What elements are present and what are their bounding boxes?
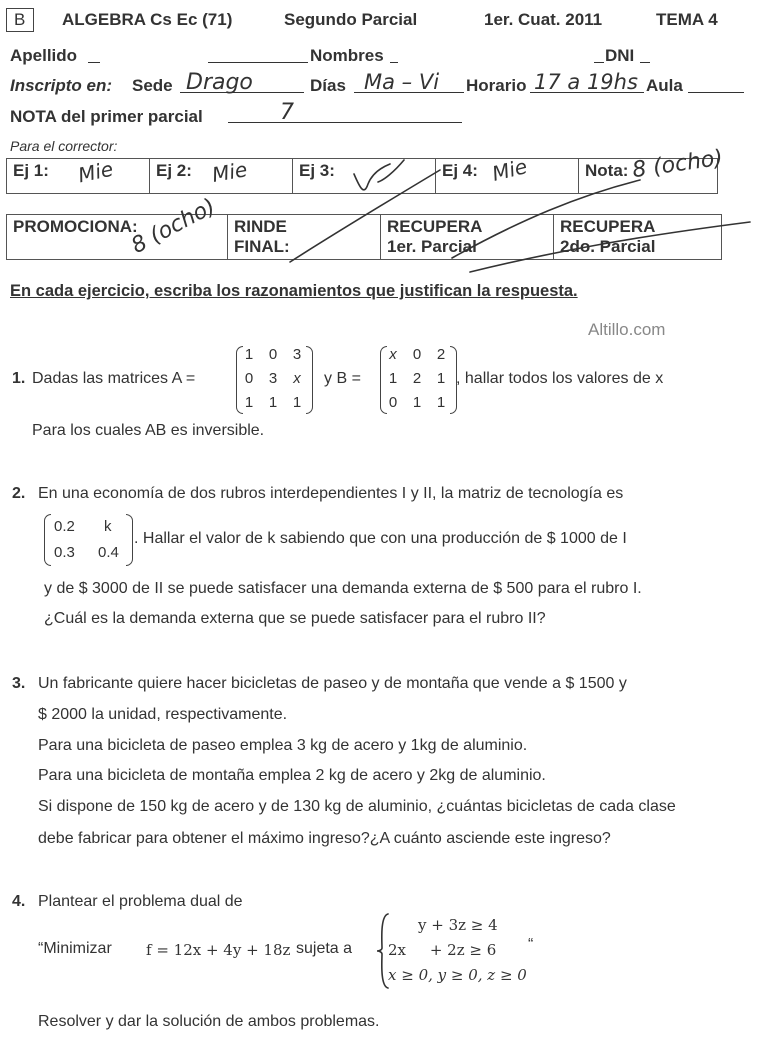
tech-matrix-cell: 0.2	[54, 518, 75, 535]
promociona-label: PROMOCIONA:	[13, 217, 138, 236]
tech-matrix-cell: k	[104, 518, 112, 535]
sede-label: Sede	[132, 76, 173, 95]
recupera-2-label: RECUPERA	[560, 217, 656, 236]
ex3-number: 3.	[12, 675, 26, 692]
nota-primer-value: 7	[280, 100, 294, 125]
matrix-b-cell: 2	[436, 346, 446, 363]
ex1-number: 1.	[12, 370, 26, 387]
matrix-b-cell: 1	[412, 394, 422, 411]
ex3-line4: Para una bicicleta de montaña emplea 2 kg de acero y 2kg de aluminio.	[38, 767, 546, 784]
recupera-2-sub: 2do. Parcial	[560, 237, 656, 256]
tech-matrix-cell: 0.4	[98, 544, 119, 561]
ex3-line3: Para una bicicleta de paseo emplea 3 kg de acero y 1kg de aluminio.	[38, 737, 528, 754]
ej2-grade: Mie	[210, 157, 249, 187]
inscripto-label: Inscripto en:	[10, 76, 113, 95]
promociona-grade: 8 (ocho)	[127, 194, 220, 259]
ej1-label: Ej 1:	[13, 161, 49, 180]
nota-primer-label: NOTA del primer parcial	[10, 107, 203, 126]
ex2-line3: y de $ 3000 de II se puede satisfacer una demanda externa de $ 500 para el rubro I.	[44, 580, 642, 597]
matrix-a-cell: 3	[268, 370, 278, 387]
ex4-line3: Resolver y dar la solución de ambos problemas.	[38, 1013, 380, 1030]
nota-label: Nota:	[585, 161, 629, 180]
ex3-line2: $ 2000 la unidad, respectivamente.	[38, 706, 288, 723]
exam-term: 1er. Cuat. 2011	[484, 10, 603, 29]
recupera-1-sub: 1er. Parcial	[387, 237, 477, 256]
tech-matrix-right-paren	[126, 514, 133, 566]
ex2-line4: ¿Cuál es la demanda externa que se puede satisfacer para el rubro II?	[44, 610, 546, 627]
exam-name: Segundo Parcial	[284, 10, 418, 29]
ej3-label: Ej 3:	[299, 161, 335, 180]
matrix-b-cell: x	[389, 346, 397, 363]
ex1-mid: y B =	[324, 370, 361, 387]
ex4-close-quote: “	[528, 936, 534, 953]
matrix-a-cell: x	[293, 370, 301, 387]
instruction-text: En cada ejercicio, escriba los razonamientos que justifican la respuesta.	[10, 282, 578, 300]
ex3-line5: Si dispone de 150 kg de acero y de 130 kg de aluminio, ¿cuántas bicicletas de cada clase	[38, 798, 676, 815]
dias-label: Días	[310, 76, 346, 95]
aula-label: Aula	[646, 76, 683, 95]
nombres-label: Nombres	[310, 46, 384, 65]
matrix-b-cell: 0	[412, 346, 422, 363]
final-label: FINAL:	[234, 237, 290, 256]
ex4-sujeta: sujeta a	[296, 940, 353, 957]
rinde-label: RINDE	[234, 217, 287, 236]
constraint-2: 2x + 2z ≥ 6	[388, 941, 497, 959]
nota-grade: 8 (ocho)	[630, 145, 725, 184]
matrix-a-cell: 1	[244, 394, 254, 411]
horario-label: Horario	[466, 76, 527, 95]
matrix-b-cell: 0	[388, 394, 398, 411]
matrix-a-cell: 0	[268, 346, 278, 363]
ej2-label: Ej 2:	[156, 161, 192, 180]
matrix-b-cell: 1	[388, 370, 398, 387]
sede-value: Drago	[186, 70, 253, 95]
watermark: Altillo.com	[588, 320, 666, 339]
constraint-3: x ≥ 0, y ≥ 0, z ≥ 0	[388, 966, 527, 984]
constraint-1: y + 3z ≥ 4	[418, 916, 498, 934]
ej4-grade: Mie	[489, 154, 530, 186]
matrix-a-cell: 1	[244, 346, 254, 363]
ex4-line1: Plantear el problema dual de	[38, 893, 243, 910]
ex4-objective: f = 12x + 4y + 18z	[146, 941, 291, 959]
horario-value: 17 a 19hs	[534, 70, 638, 94]
matrix-a-cell: 1	[268, 394, 278, 411]
matrix-a-cell: 1	[292, 394, 302, 411]
dias-value: Ma – Vi	[364, 70, 440, 94]
matrix-b-cell: 2	[412, 370, 422, 387]
tech-matrix-left-paren	[44, 514, 51, 566]
exam-tema: TEMA 4	[656, 10, 718, 29]
ex2-number: 2.	[12, 485, 26, 502]
variant-letter: B	[14, 10, 26, 29]
ex1-post: , hallar todos los valores de x	[456, 370, 664, 387]
cross-out-strokes	[0, 0, 780, 320]
apellido-label: Apellido	[10, 46, 78, 65]
ex3-line1: Un fabricante quiere hacer bicicletas de paseo y de montaña que vende a $ 1500 y	[38, 675, 627, 692]
ex2-line1: En una economía de dos rubros interdependientes I y II, la matriz de tecnología es	[38, 485, 624, 502]
tech-matrix-cell: 0.3	[54, 544, 75, 561]
ex1-intro: Dadas las matrices A =	[32, 370, 196, 387]
matrix-a-cell: 0	[244, 370, 254, 387]
dni-label: DNI	[605, 46, 635, 65]
ex3-line6: debe fabricar para obtener el máximo ingreso?¿A cuánto asciende este ingreso?	[38, 830, 611, 847]
recupera-1-label: RECUPERA	[387, 217, 483, 236]
corrector-label: Para el corrector:	[10, 138, 118, 154]
ej1-grade: Mie	[75, 156, 116, 188]
ex4-minimizar: “Minimizar	[38, 940, 112, 957]
ex1-line2: Para los cuales AB es inversible.	[32, 422, 265, 439]
ex4-number: 4.	[12, 893, 26, 910]
matrix-b-cell: 1	[436, 394, 446, 411]
ex2-line2: . Hallar el valor de k sabiendo que con una producción de $ 1000 de I	[134, 530, 627, 547]
ej4-label: Ej 4:	[442, 161, 478, 180]
course-title: ALGEBRA Cs Ec (71)	[62, 10, 233, 29]
matrix-b-cell: 1	[436, 370, 446, 387]
matrix-a-cell: 3	[292, 346, 302, 363]
